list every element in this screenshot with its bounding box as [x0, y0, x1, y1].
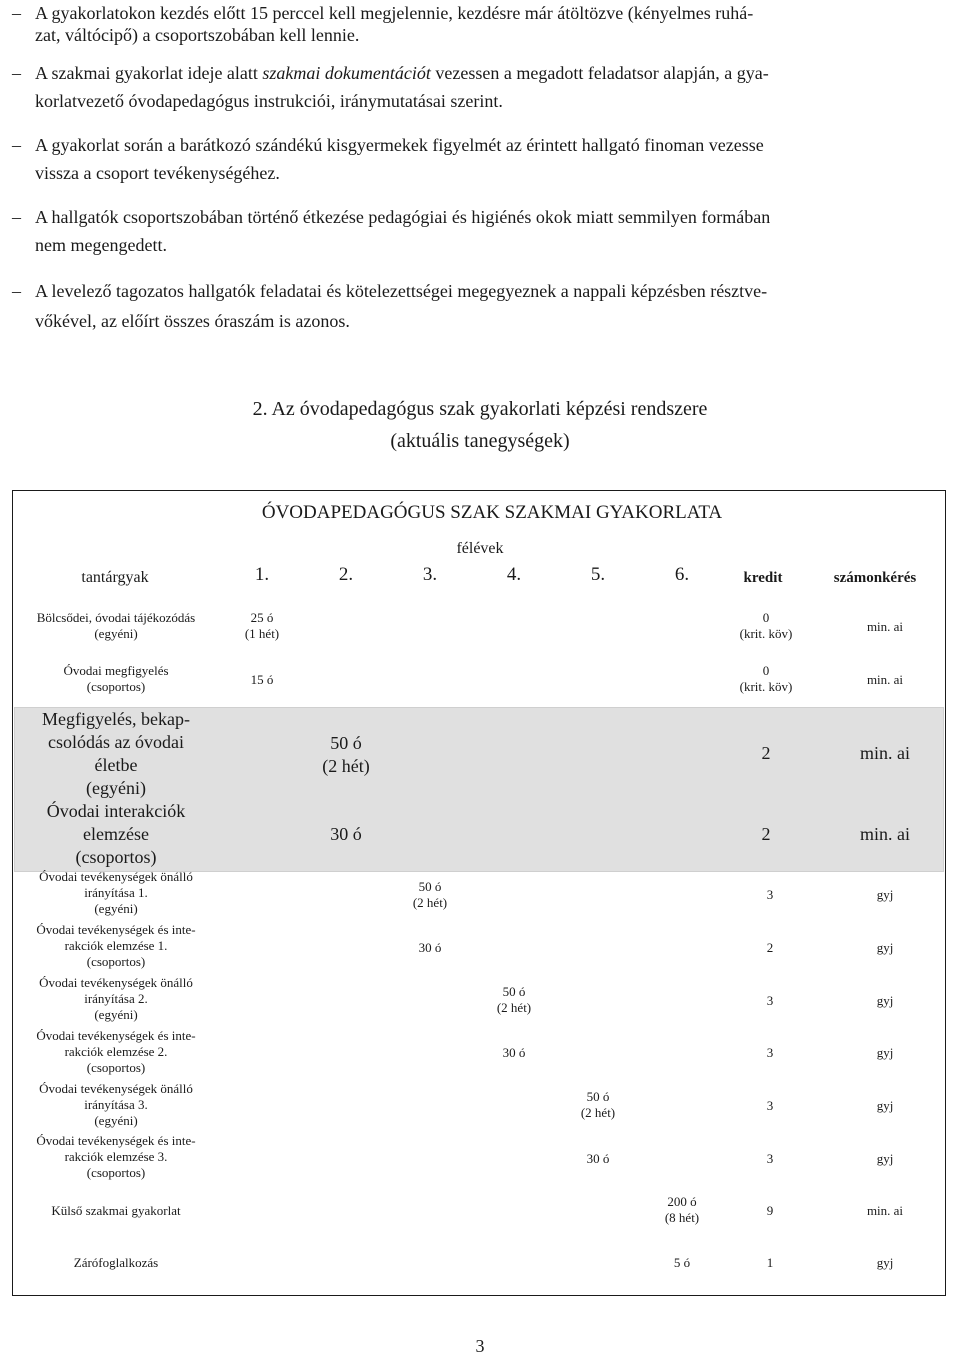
row-credit: 9 [766, 1203, 774, 1218]
row-subject: Óvodai tevékenységek önálló irányítása 3. (egyéni) [39, 1081, 193, 1128]
row-exam: gyj [876, 1151, 894, 1166]
row-credit: 3 [766, 1098, 774, 1113]
header-semester-2: 2. [338, 564, 354, 585]
row-hours: 50 ó (2 hét) [496, 984, 532, 1015]
row-exam: gyj [876, 887, 894, 902]
row-credit: 3 [766, 1151, 774, 1166]
row-hours: 50 ó (2 hét) [580, 1089, 616, 1120]
row-subject: Óvodai tevékenységek és inte- rakciók elemzése 2. (csoportos) [36, 1028, 196, 1075]
row-exam: gyj [876, 1098, 894, 1113]
bullet-line: A gyakorlatokon kezdés előtt 15 perccel kell megjelennie, kezdésre már átöltözve (kényelmes ruhá- [35, 3, 754, 23]
semesters-label: félévek [456, 540, 504, 557]
row-hours: 30 ó [418, 940, 442, 955]
row-exam: gyj [876, 1045, 894, 1060]
header-exam: számonkérés [833, 570, 917, 586]
row-subject: Megfigyelés, bekap- csolódás az óvodai életbe (egyéni) [42, 709, 190, 798]
row-credit: 3 [766, 1045, 774, 1060]
bullet-line: vissza a csoport tevékenységéhez. [35, 163, 280, 183]
bullet-line: A levelező tagozatos hallgatók feladatai és kötelezettségei megegyeznek a nappali képzésben résztve- [35, 281, 768, 301]
row-subject: Óvodai tevékenységek és inte- rakciók elemzése 1. (csoportos) [36, 922, 196, 969]
table-title: ÓVODAPEDAGÓGUS SZAK SZAKMAI GYAKORLATA [261, 502, 723, 523]
row-hours: 30 ó [502, 1045, 526, 1060]
bullet-line: A hallgatók csoportszobában történő étkezése pedagógiai és higiénés okok miatt semmilyen formában [35, 207, 771, 227]
header-semester-4: 4. [506, 564, 522, 585]
row-subject: Óvodai tevékenységek önálló irányítása 2. (egyéni) [39, 975, 193, 1022]
row-subject: Zárófoglalkozás [73, 1255, 159, 1270]
row-credit: 2 [766, 940, 774, 955]
row-hours: 5 ó [673, 1255, 691, 1270]
section-subtitle: (aktuális tanegységek) [390, 430, 570, 452]
bullet-line [35, 60, 932, 86]
row-exam: gyj [876, 993, 894, 1008]
row-exam: min. ai [866, 1203, 904, 1218]
row-subject: Óvodai tevékenységek és inte- rakciók elemzése 3. (csoportos) [36, 1133, 196, 1180]
text-run: A szakmai gyakorlat ideje alatt [35, 63, 263, 83]
header-subject: tantárgyak [81, 569, 149, 586]
page-number: 3 [475, 1336, 485, 1356]
row-exam: min. ai [860, 824, 910, 844]
row-credit: 3 [766, 887, 774, 902]
section-title: 2. Az óvodapedagógus szak gyakorlati képzési rendszere [252, 398, 708, 420]
header-semester-1: 1. [254, 564, 270, 585]
row-credit: 0 (krit. köv) [739, 610, 793, 641]
header-semester-3: 3. [422, 564, 438, 585]
row-exam: gyj [876, 940, 894, 955]
row-hours: 50 ó (2 hét) [322, 733, 370, 776]
dash: – [12, 281, 21, 301]
row-credit: 2 [761, 824, 771, 844]
row-subject: Óvodai megfigyelés (csoportos) [63, 663, 169, 694]
bullet-line: A gyakorlat során a barátkozó szándékú kisgyermekek figyelmét az érintett hallgató finoman vezesse [35, 135, 764, 155]
emphasis-text: szakmai dokumentációt [262, 63, 431, 83]
row-hours: 30 ó [586, 1151, 610, 1166]
row-hours: 15 ó [250, 672, 274, 687]
dash: – [12, 3, 21, 23]
row-hours: 200 ó (8 hét) [664, 1194, 700, 1225]
text-run: vezessen a megadott feladatsor alapján, a gya- [430, 63, 769, 83]
header-semester-5: 5. [590, 564, 606, 585]
bullet-line: korlatvezető óvodapedagógus instrukciói, iránymutatásai szerint. [35, 91, 503, 111]
row-exam: gyj [876, 1255, 894, 1270]
row-hours: 50 ó (2 hét) [412, 879, 448, 910]
row-credit: 0 (krit. köv) [739, 663, 793, 694]
row-credit: 2 [761, 743, 771, 763]
bullet-line: zat, váltócipő) a csoportszobában kell lennie. [35, 25, 360, 45]
row-subject: Külső szakmai gyakorlat [51, 1203, 181, 1218]
row-credit: 1 [766, 1255, 774, 1270]
row-exam: min. ai [866, 672, 904, 687]
row-subject: Bölcsődei, óvodai tájékozódás (egyéni) [36, 610, 196, 641]
dash: – [12, 207, 21, 227]
row-credit: 3 [766, 993, 774, 1008]
row-exam: min. ai [860, 743, 910, 763]
dash: – [12, 135, 21, 155]
bullet-line: vőkével, az előírt összes óraszám is azonos. [35, 311, 350, 331]
bullet-line: nem megengedett. [35, 235, 167, 255]
row-subject: Óvodai interakciók elemzése (csoportos) [46, 801, 186, 867]
dash: – [12, 63, 21, 83]
header-semester-6: 6. [674, 564, 690, 585]
row-exam: min. ai [866, 619, 904, 634]
row-hours: 30 ó [330, 824, 362, 844]
row-hours: 25 ó (1 hét) [244, 610, 280, 641]
row-subject: Óvodai tevékenységek önálló irányítása 1. (egyéni) [39, 869, 193, 916]
header-credit: kredit [743, 570, 783, 586]
